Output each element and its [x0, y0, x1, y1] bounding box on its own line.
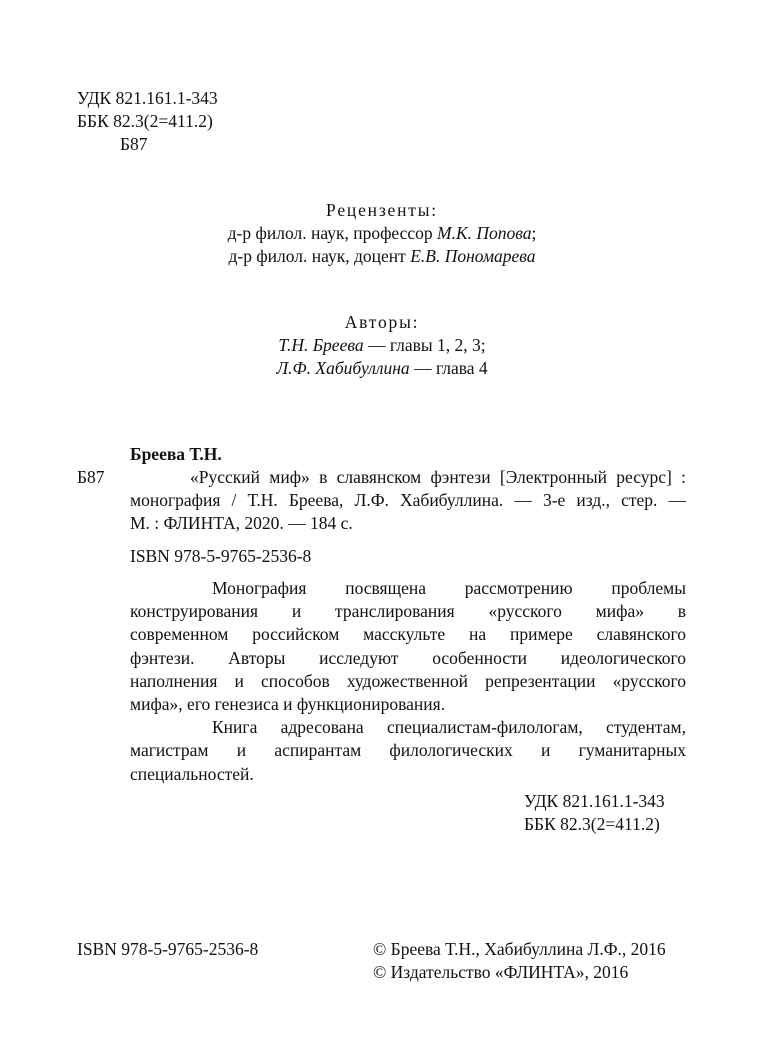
- author-2-chapters: — глава 4: [409, 358, 488, 378]
- abstract-p1-line-5: наполнения и способов художественной репрезентации «русского: [130, 670, 686, 691]
- copyright-authors: © Бреева Т.Н., Хабибуллина Л.Ф., 2016: [373, 939, 666, 959]
- bib-heading: Бреева Т.Н.: [130, 444, 222, 464]
- abstract-p1-line-4: фэнтези. Авторы исследуют особенности идеологического: [130, 647, 686, 668]
- abstract-p2-line-2: магистрам и аспирантам филологических и гуманитарных: [130, 740, 686, 761]
- author-1-name: Т.Н. Бреева: [278, 335, 364, 355]
- copyright-publisher: © Издательство «ФЛИНТА», 2016: [373, 962, 629, 982]
- bbk-code-bottom: ББК 82.3(2=411.2): [524, 814, 660, 834]
- abstract-p1-line-2: конструирования и транслирования «русского мифа» в: [130, 601, 686, 622]
- udk-code-bottom: УДК 821.161.1-343: [524, 791, 665, 811]
- reviewer-line-1: [0, 222, 764, 245]
- bib-line-1-text: «Русский миф» в славянском фэнтези [Электронный ресурс] :: [190, 467, 686, 487]
- author-line-1: [0, 334, 764, 357]
- reviewer-1-suffix: ;: [531, 223, 537, 243]
- bib-line-2: [130, 489, 686, 512]
- abstract-p2-line-1: Книга адресована специалистам-филологам, студентам,: [212, 717, 686, 738]
- udk-code-top: УДК 821.161.1-343: [77, 88, 218, 108]
- authors-heading: Авторы:: [344, 312, 420, 332]
- author-2-name: Л.Ф. Хабибуллина: [276, 358, 410, 378]
- reviewer-1-name: М.К. Попова: [437, 223, 532, 243]
- abstract: [130, 577, 686, 786]
- bib-isbn: ISBN 978-5-9765-2536-8: [130, 546, 312, 566]
- reviewers-heading: Рецензенты:: [326, 200, 438, 220]
- author-1-chapters: — главы 1, 2, 3;: [363, 335, 486, 355]
- abstract-p2-line-3: специальностей.: [130, 763, 254, 784]
- bib-line-2-text: монография / Т.Н. Бреева, Л.Ф. Хабибуллина. — 3-е изд., стер. —: [130, 490, 686, 510]
- reviewer-line-2: [0, 245, 764, 268]
- abstract-p1-line-6: мифа», его генезиса и функционирования.: [130, 694, 446, 715]
- author-mark-top: Б87: [120, 134, 148, 154]
- abstract-p1-line-3: современном российском масскульте на примере славянского: [130, 624, 686, 645]
- reviewer-2-name: Е.В. Пономарева: [410, 246, 536, 266]
- reviewer-1-title: д-р филол. наук, профессор: [227, 223, 438, 243]
- footer-isbn: ISBN 978-5-9765-2536-8: [77, 939, 259, 959]
- author-line-2: [0, 357, 764, 380]
- bbk-code-top: ББК 82.3(2=411.2): [77, 111, 213, 131]
- bib-line-3: М. : ФЛИНТА, 2020. — 184 с.: [130, 513, 353, 533]
- reviewer-2-title: д-р филол. наук, доцент: [228, 246, 411, 266]
- bib-line-1: [130, 466, 686, 489]
- bib-author-mark: Б87: [77, 467, 105, 487]
- abstract-p1-line-1: Монография посвящена рассмотрению проблемы: [212, 578, 686, 598]
